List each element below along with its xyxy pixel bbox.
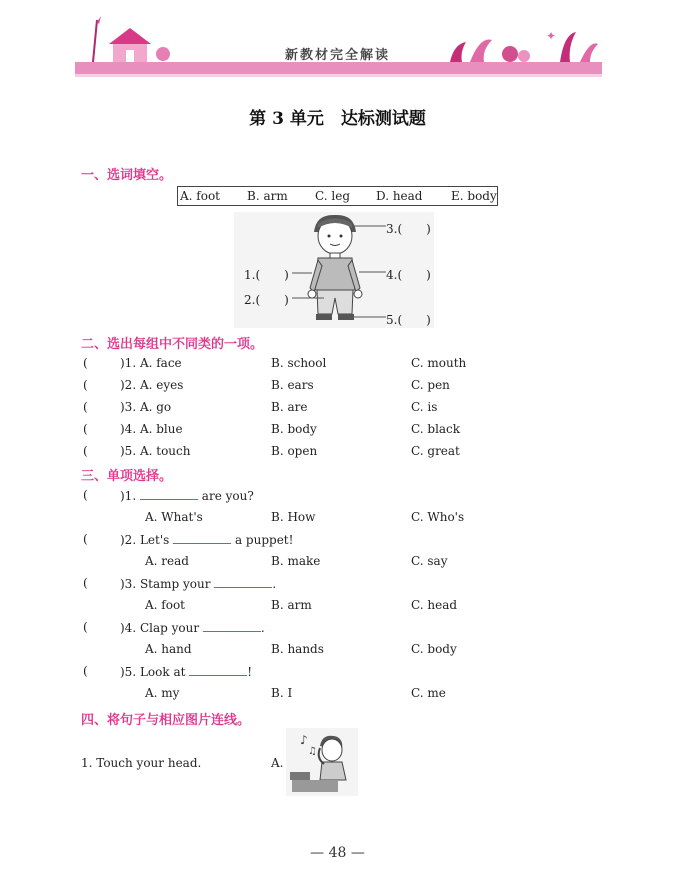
paren: (: [83, 422, 88, 436]
section4-heading: 四、将句子与相应图片连线。: [81, 713, 251, 728]
boy-listening-music-illustration: [286, 728, 358, 796]
choice-c: C. head: [411, 598, 458, 612]
question-option-c: C. pen: [411, 378, 450, 392]
choice-c: C. me: [411, 686, 446, 700]
question-option-b: B. school: [271, 356, 327, 370]
paren: (: [83, 620, 88, 634]
label-5: 5.( ): [386, 313, 431, 327]
question-option-b: B. are: [271, 400, 308, 414]
choice-a: A. my: [145, 686, 180, 700]
question-stem: )2. Let's a puppet!: [120, 533, 294, 547]
choice-b: B. I: [271, 686, 293, 700]
question-stem: )1. are you?: [120, 489, 254, 503]
header-title: 新教材完全解读: [284, 48, 390, 63]
section2-heading: 二、选出每组中不同类的一项。: [81, 337, 264, 352]
paren: (: [83, 356, 88, 370]
question-option-c: C. black: [411, 422, 461, 436]
word-option: B. arm: [247, 189, 288, 203]
choice-c: C. Who's: [411, 510, 465, 524]
section3-heading: 三、单项选择。: [81, 469, 173, 484]
question-option-c: C. mouth: [411, 356, 467, 370]
choice-b: B. make: [271, 554, 321, 568]
question-option-b: B. ears: [271, 378, 314, 392]
paren: (: [83, 532, 88, 546]
paren: (: [83, 400, 88, 414]
page-number: — 48 —: [310, 845, 365, 861]
question-stem: )4. Clap your .: [120, 621, 265, 635]
question-option-a: )2. A. eyes: [120, 378, 184, 392]
answer-blank: [203, 620, 261, 632]
question-option-c: C. great: [411, 444, 460, 458]
header-band-light: [75, 74, 602, 77]
label-2: 2.( ): [244, 293, 289, 307]
question-stem: )5. Look at !: [120, 665, 253, 679]
question-option-c: C. is: [411, 400, 438, 414]
choice-b: B. hands: [271, 642, 324, 656]
choice-c: C. body: [411, 642, 457, 656]
question-option-b: B. body: [271, 422, 317, 436]
answer-blank: [189, 664, 247, 676]
svg-text:✦: ✦: [546, 29, 557, 43]
choice-a: A. What's: [145, 510, 203, 524]
paren: (: [83, 576, 88, 590]
word-option: C. leg: [315, 189, 351, 203]
word-option: D. head: [376, 189, 423, 203]
choice-a: A. hand: [145, 642, 192, 656]
question-stem: )3. Stamp your .: [120, 577, 277, 591]
question-option-a: )1. A. face: [120, 356, 182, 370]
label-3: 3.( ): [386, 222, 431, 236]
choice-b: B. How: [271, 510, 316, 524]
word-option: E. body: [451, 189, 497, 203]
matching-option-label: A.: [271, 756, 284, 770]
choice-a: A. foot: [145, 598, 186, 612]
question-option-a: )4. A. blue: [120, 422, 183, 436]
paren: (: [83, 664, 88, 678]
svg-text:♪: ♪: [300, 733, 308, 747]
section1-heading: 一、选词填空。: [81, 168, 173, 183]
answer-blank: [214, 576, 272, 588]
choice-c: C. say: [411, 554, 448, 568]
word-bank: [177, 186, 498, 206]
word-option: A. foot: [180, 189, 221, 203]
question-option-a: )5. A. touch: [120, 444, 191, 458]
paren: (: [83, 378, 88, 392]
answer-blank: [173, 532, 231, 544]
label-4: 4.( ): [386, 268, 431, 282]
paren: (: [83, 444, 88, 458]
label-1: 1.( ): [244, 268, 289, 282]
answer-blank: [140, 488, 198, 500]
question-option-a: )3. A. go: [120, 400, 172, 414]
page-title: 第 3 单元 达标测试题: [249, 109, 426, 129]
choice-b: B. arm: [271, 598, 312, 612]
svg-text:♫: ♫: [308, 746, 317, 757]
question-option-b: B. open: [271, 444, 318, 458]
choice-a: A. read: [145, 554, 189, 568]
matching-sentence: 1. Touch your head.: [81, 756, 202, 770]
paren: (: [83, 488, 88, 502]
